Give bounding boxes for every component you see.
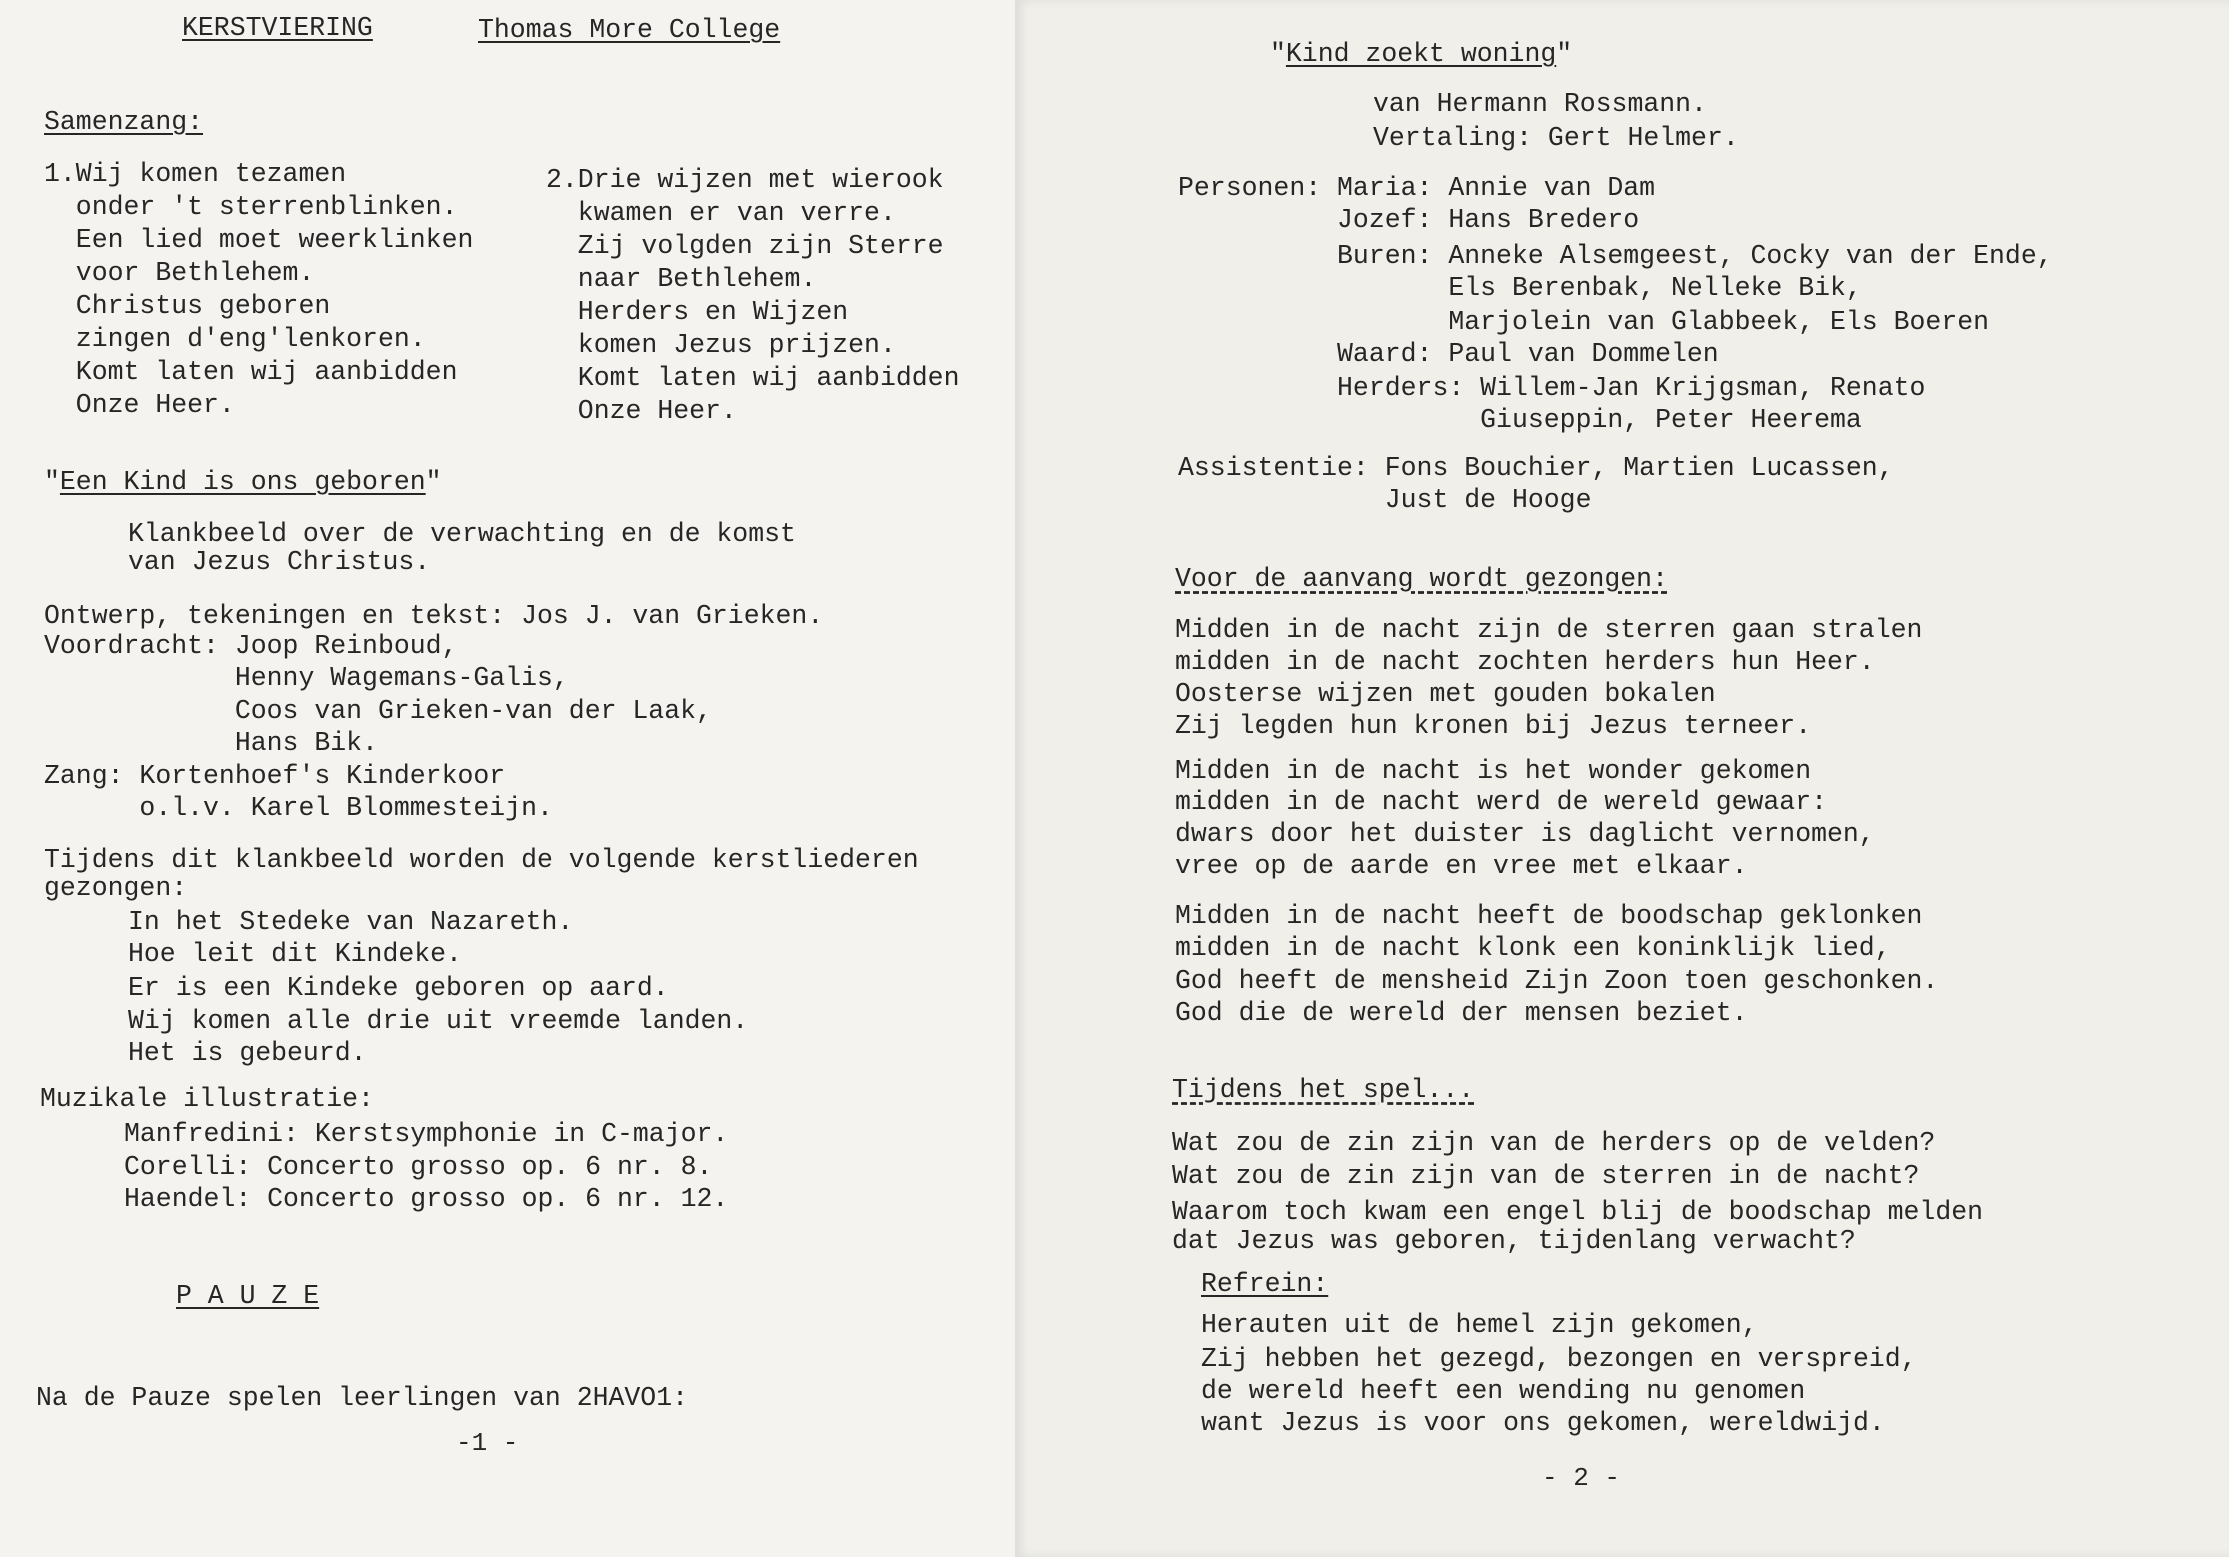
samenzang-heading: Samenzang: xyxy=(44,107,204,137)
page-number: -1 - xyxy=(456,1428,519,1458)
song-item: Er is een Kindeke geboren op aard. xyxy=(128,973,669,1003)
verse-line: Onze Heer. xyxy=(546,396,737,426)
cast-line: Jozef: Hans Bredero xyxy=(1178,205,1640,235)
verse-line: kwamen er van verre. xyxy=(546,198,896,228)
music-item: Haendel: Concerto grosso op. 6 nr. 12. xyxy=(124,1184,729,1214)
program-title: KERSTVIERING xyxy=(182,13,373,43)
stanza-line: dat Jezus was geboren, tijdenlang verwacht? xyxy=(1172,1226,1856,1256)
refrain-line: Herauten uit de hemel zijn gekomen, xyxy=(1201,1310,1758,1340)
song-item: In het Stedeke van Nazareth. xyxy=(128,907,574,937)
verse-line: Christus geboren xyxy=(44,291,331,321)
verse-line: komen Jezus prijzen. xyxy=(546,330,896,360)
credit-line: Henny Wagemans-Galis, xyxy=(44,663,569,693)
songs-intro-line: gezongen: xyxy=(44,873,188,903)
stanza-line: midden in de nacht klonk een koninklijk lied, xyxy=(1175,933,1891,963)
play-translation: Vertaling: Gert Helmer. xyxy=(1373,123,1739,153)
verse-line: Een lied moet weerklinken xyxy=(44,225,474,255)
verse-line: Herders en Wijzen xyxy=(546,297,849,327)
assistance-line: Assistentie: Fons Bouchier, Martien Lucassen, xyxy=(1178,453,1894,483)
opening-song-heading: Voor de aanvang wordt gezongen: xyxy=(1175,564,1668,594)
stanza-line: God heeft de mensheid Zijn Zoon toen geschonken. xyxy=(1175,966,1939,996)
verse-line: 2.Drie wijzen met wierook xyxy=(546,165,944,195)
cast-line: Waard: Paul van Dommelen xyxy=(1178,339,1719,369)
refrain-line: Zij hebben het gezegd, bezongen en verspreid, xyxy=(1201,1344,1917,1374)
after-pause-text: Na de Pauze spelen leerlingen van 2HAVO1: xyxy=(36,1383,689,1413)
stanza-line: Wat zou de zin zijn van de herders op de velden? xyxy=(1172,1128,1936,1158)
stanza-line: midden in de nacht werd de wereld gewaar: xyxy=(1175,787,1828,817)
assistance-line: Just de Hooge xyxy=(1178,485,1592,515)
during-play-heading: Tijdens het spel... xyxy=(1172,1075,1475,1105)
refrain-heading: Refrein: xyxy=(1201,1269,1329,1299)
section-title: "Een Kind is ons geboren" xyxy=(44,467,442,497)
program-page-2 xyxy=(1015,0,2229,1557)
stanza-line: dwars door het duister is daglicht vernomen, xyxy=(1175,819,1875,849)
stanza-line: Midden in de nacht zijn de sterren gaan stralen xyxy=(1175,615,1923,645)
pause-heading: P A U Z E xyxy=(176,1281,320,1311)
cast-line: Buren: Anneke Alsemgeest, Cocky van der Ende, xyxy=(1178,241,2053,271)
cast-line: Personen: Maria: Annie van Dam xyxy=(1178,173,1656,203)
song-item: Het is gebeurd. xyxy=(128,1038,367,1068)
stanza-line: God die de wereld der mensen beziet. xyxy=(1175,998,1748,1028)
verse-line: Onze Heer. xyxy=(44,390,235,420)
stanza-line: Wat zou de zin zijn van de sterren in de nacht? xyxy=(1172,1161,1920,1191)
verse-line: onder 't sterrenblinken. xyxy=(44,192,458,222)
verse-line: 1.Wij komen tezamen xyxy=(44,159,347,189)
page-number: - 2 - xyxy=(1542,1463,1621,1493)
play-title: "Kind zoekt woning" xyxy=(1270,39,1573,69)
verse-line: Komt laten wij aanbidden xyxy=(44,357,458,387)
section-title-text: Een Kind is ons geboren xyxy=(59,467,426,497)
credit-line: Ontwerp, tekeningen en tekst: Jos J. van Grieken. xyxy=(44,601,824,631)
cast-line: Marjolein van Glabbeek, Els Boeren xyxy=(1178,307,1990,337)
song-item: Hoe leit dit Kindeke. xyxy=(128,939,462,969)
stanza-line: Waarom toch kwam een engel blij de boodschap melden xyxy=(1172,1197,1984,1227)
stanza-line: Midden in de nacht heeft de boodschap geklonken xyxy=(1175,901,1923,931)
cast-line: Giuseppin, Peter Heerema xyxy=(1178,405,1862,435)
credit-line: Hans Bik. xyxy=(44,728,378,758)
cast-line: Herders: Willem-Jan Krijgsman, Renato xyxy=(1178,373,1926,403)
college-name: Thomas More College xyxy=(478,15,781,45)
description-line: Klankbeeld over de verwachting en de komst xyxy=(128,519,796,549)
refrain-line: de wereld heeft een wending nu genomen xyxy=(1201,1376,1806,1406)
credit-line: Voordracht: Joop Reinboud, xyxy=(44,631,458,661)
program-page-1 xyxy=(0,0,1015,1557)
credit-line: Zang: Kortenhoef's Kinderkoor xyxy=(44,761,506,791)
song-item: Wij komen alle drie uit vreemde landen. xyxy=(128,1006,749,1036)
music-item: Manfredini: Kerstsymphonie in C-major. xyxy=(124,1119,729,1149)
verse-line: naar Bethlehem. xyxy=(546,264,817,294)
credit-line: Coos van Grieken-van der Laak, xyxy=(44,696,712,726)
songs-intro-line: Tijdens dit klankbeeld worden de volgende kerstliederen xyxy=(44,845,919,875)
stanza-line: midden in de nacht zochten herders hun Heer. xyxy=(1175,647,1875,677)
stanza-line: Oosterse wijzen met gouden bokalen xyxy=(1175,679,1716,709)
stanza-line: Zij legden hun kronen bij Jezus terneer. xyxy=(1175,711,1812,741)
verse-line: zingen d'eng'lenkoren. xyxy=(44,324,426,354)
verse-line: Zij volgden zijn Sterre xyxy=(546,231,944,261)
play-author: van Hermann Rossmann. xyxy=(1373,89,1707,119)
refrain-line: want Jezus is voor ons gekomen, wereldwijd. xyxy=(1201,1408,1885,1438)
verse-line: voor Bethlehem. xyxy=(44,258,315,288)
cast-line: Els Berenbak, Nelleke Bik, xyxy=(1178,273,1862,303)
music-heading: Muzikale illustratie: xyxy=(40,1084,374,1114)
music-item: Corelli: Concerto grosso op. 6 nr. 8. xyxy=(124,1152,713,1182)
credit-line: o.l.v. Karel Blommesteijn. xyxy=(44,793,553,823)
description-line: van Jezus Christus. xyxy=(128,547,431,577)
stanza-line: Midden in de nacht is het wonder gekomen xyxy=(1175,756,1812,786)
stanza-line: vree op de aarde en vree met elkaar. xyxy=(1175,851,1748,881)
play-title-text: Kind zoekt woning xyxy=(1285,39,1557,69)
verse-line: Komt laten wij aanbidden xyxy=(546,363,960,393)
